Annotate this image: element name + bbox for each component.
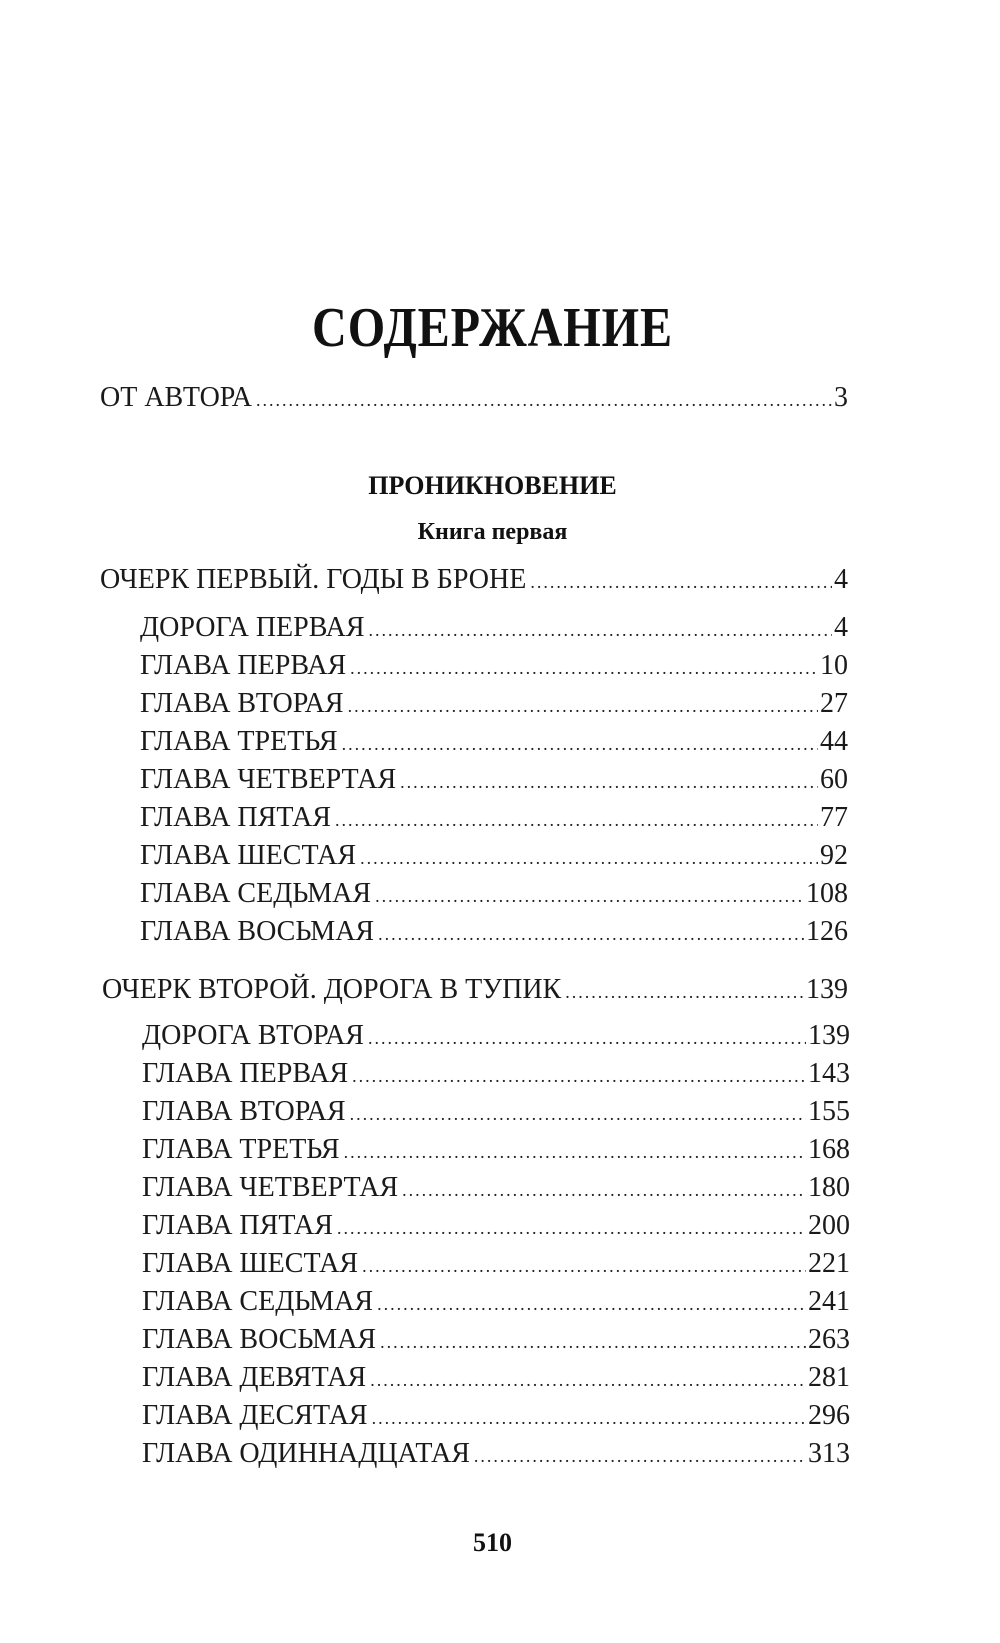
dot-leader xyxy=(530,573,832,591)
toc-entry-page: 4 xyxy=(834,612,848,643)
toc-entry-page: 77 xyxy=(820,802,848,833)
toc-entry-label: ДОРОГА ВТОРАЯ xyxy=(142,1020,364,1051)
toc-entry-page: 313 xyxy=(808,1438,850,1469)
toc-essay-page: 139 xyxy=(806,974,848,1005)
dot-leader xyxy=(369,621,832,639)
toc-entry[interactable] xyxy=(140,804,848,832)
toc-entry-label: ГЛАВА ВТОРАЯ xyxy=(140,688,344,719)
dot-leader xyxy=(337,1219,806,1237)
toc-entry[interactable] xyxy=(140,728,848,756)
dot-leader xyxy=(565,983,804,1001)
page-number: 510 xyxy=(473,1528,512,1557)
toc-entry-page: 143 xyxy=(808,1058,850,1089)
dot-leader xyxy=(474,1447,806,1465)
toc-entry[interactable] xyxy=(142,1098,850,1126)
dot-leader xyxy=(360,849,818,867)
dot-leader xyxy=(402,1181,806,1199)
toc-entry[interactable] xyxy=(140,880,848,908)
dot-leader xyxy=(362,1257,806,1275)
toc-entry-page: 263 xyxy=(808,1324,850,1355)
toc-entry-label: ГЛАВА ОДИННАДЦАТАЯ xyxy=(142,1438,470,1469)
dot-leader xyxy=(372,1409,806,1427)
toc-entry-label: ГЛАВА ТРЕТЬЯ xyxy=(140,726,338,757)
dot-leader xyxy=(375,887,804,905)
dot-leader xyxy=(348,697,818,715)
toc-entry[interactable] xyxy=(140,918,848,946)
toc-entry-label: ГЛАВА ЧЕТВЕРТАЯ xyxy=(142,1172,399,1203)
toc-entry-label: ОТ АВТОРА xyxy=(100,382,253,413)
toc-entry-page: 139 xyxy=(808,1020,850,1051)
toc-entry-label: ГЛАВА ПЕРВАЯ xyxy=(140,650,347,681)
toc-entry-label: ГЛАВА ДЕВЯТАЯ xyxy=(142,1362,367,1393)
dot-leader xyxy=(380,1333,806,1351)
page-title: СОДЕРЖАНИЕ xyxy=(312,297,673,359)
toc-entry[interactable] xyxy=(142,1060,850,1088)
dot-leader xyxy=(400,773,818,791)
toc-entry-label: ГЛАВА ШЕСТАЯ xyxy=(142,1248,359,1279)
toc-entry[interactable] xyxy=(142,1402,850,1430)
toc-essay-label: ОЧЕРК ВТОРОЙ. ДОРОГА В ТУПИК xyxy=(102,974,562,1005)
toc-entry-label: ГЛАВА ПЕРВАЯ xyxy=(142,1058,349,1089)
dot-leader xyxy=(378,925,804,943)
toc-entry[interactable] xyxy=(142,1364,850,1392)
toc-entry[interactable] xyxy=(140,842,848,870)
toc-entry[interactable] xyxy=(142,1288,850,1316)
toc-entry-page: 180 xyxy=(808,1172,850,1203)
toc-entry[interactable] xyxy=(140,766,848,794)
toc-essay-1[interactable] xyxy=(100,566,848,594)
toc-entry-page: 155 xyxy=(808,1096,850,1127)
toc-essay-2[interactable] xyxy=(102,976,848,1004)
toc-entry[interactable] xyxy=(140,652,848,680)
toc-entry-label: ДОРОГА ПЕРВАЯ xyxy=(140,612,365,643)
dot-leader xyxy=(342,735,818,753)
toc-entry-label: ГЛАВА ДЕСЯТАЯ xyxy=(142,1400,368,1431)
toc-entry-page: 296 xyxy=(808,1400,850,1431)
dot-leader xyxy=(335,811,818,829)
toc-entry[interactable] xyxy=(142,1022,850,1050)
toc-entry-label: ГЛАВА ПЯТАЯ xyxy=(140,802,331,833)
toc-entry-page: 281 xyxy=(808,1362,850,1393)
dot-leader xyxy=(256,391,832,409)
dot-leader xyxy=(350,1105,806,1123)
toc-entry-label: ГЛАВА ВОСЬМАЯ xyxy=(142,1324,377,1355)
toc-entry-label: ГЛАВА СЕДЬМАЯ xyxy=(140,878,372,909)
toc-entry-page: 168 xyxy=(808,1134,850,1165)
toc-entry[interactable] xyxy=(142,1250,850,1278)
toc-entry-page: 60 xyxy=(820,764,848,795)
toc-entry[interactable] xyxy=(142,1440,850,1468)
toc-entry-label: ГЛАВА ПЯТАЯ xyxy=(142,1210,333,1241)
toc-entry-page: 221 xyxy=(808,1248,850,1279)
dot-leader xyxy=(368,1029,806,1047)
toc-entry-page: 27 xyxy=(820,688,848,719)
toc-entry-page: 241 xyxy=(808,1286,850,1317)
toc-entry[interactable] xyxy=(142,1174,850,1202)
toc-entry-label: ГЛАВА ВТОРАЯ xyxy=(142,1096,346,1127)
toc-essay-page: 4 xyxy=(834,564,848,595)
dot-leader xyxy=(352,1067,806,1085)
toc-entry-label: ГЛАВА ЧЕТВЕРТАЯ xyxy=(140,764,397,795)
toc-entry[interactable] xyxy=(142,1136,850,1164)
toc-entry[interactable] xyxy=(142,1212,850,1240)
toc-entry-page: 92 xyxy=(820,840,848,871)
toc-entry-page: 44 xyxy=(820,726,848,757)
book-title: ПРОНИКНОВЕНИЕ xyxy=(368,471,617,500)
dot-leader xyxy=(350,659,818,677)
toc-entry[interactable] xyxy=(140,614,848,642)
dot-leader xyxy=(344,1143,806,1161)
dot-leader xyxy=(370,1371,806,1389)
toc-entry-page: 10 xyxy=(820,650,848,681)
toc-essay-label: ОЧЕРК ПЕРВЫЙ. ГОДЫ В БРОНЕ xyxy=(100,564,527,595)
toc-entry-label: ГЛАВА ТРЕТЬЯ xyxy=(142,1134,340,1165)
toc-entry[interactable] xyxy=(140,690,848,718)
toc-entry-label: ГЛАВА ВОСЬМАЯ xyxy=(140,916,375,947)
toc-entry-page: 200 xyxy=(808,1210,850,1241)
toc-entry-page: 108 xyxy=(806,878,848,909)
dot-leader xyxy=(377,1295,806,1313)
toc-entry-label: ГЛАВА СЕДЬМАЯ xyxy=(142,1286,374,1317)
book-subtitle: Книга первая xyxy=(417,519,568,545)
toc-entry[interactable] xyxy=(142,1326,850,1354)
toc-entry-page: 126 xyxy=(806,916,848,947)
toc-entry-label: ГЛАВА ШЕСТАЯ xyxy=(140,840,357,871)
toc-entry-preface[interactable] xyxy=(100,384,848,412)
toc-entry-page: 3 xyxy=(834,382,848,413)
